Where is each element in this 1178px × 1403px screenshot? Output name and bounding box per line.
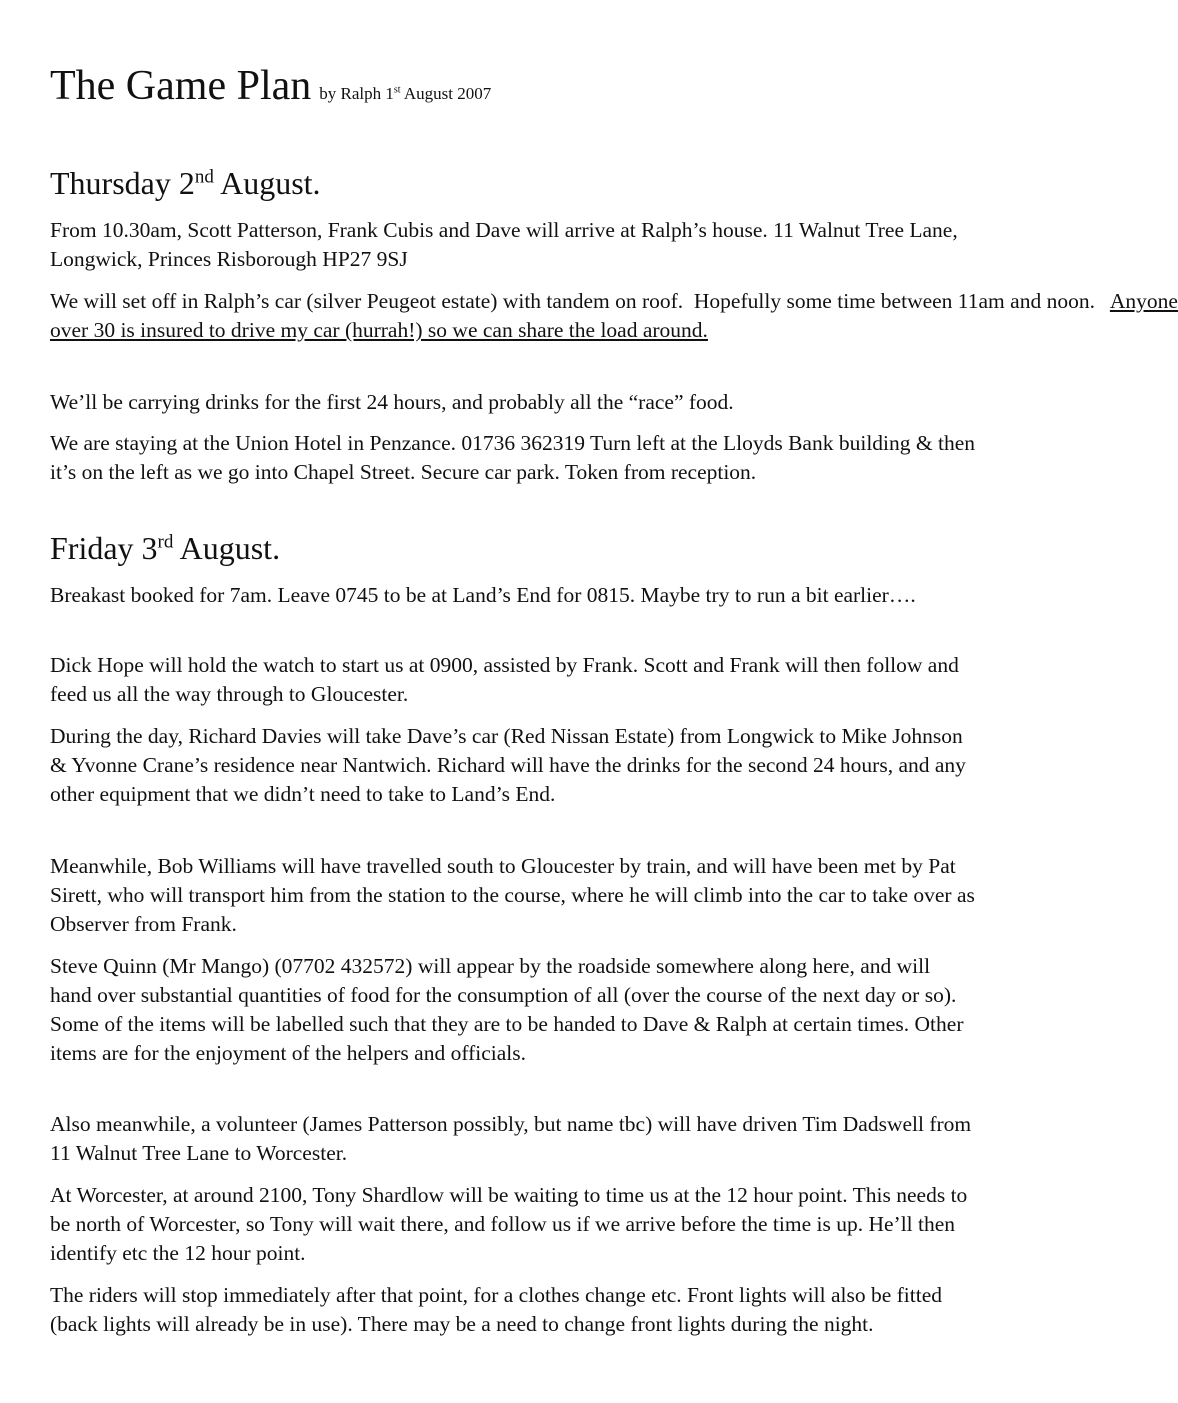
heading-ordinal: nd (194, 166, 214, 188)
paragraph-departure (50, 287, 1178, 345)
heading-suffix: August. (173, 530, 281, 566)
heading-prefix: Thursday 2 (50, 165, 195, 201)
departure-text: We will set off in Ralph’s car (silver Peugeot estate) with tandem on roof. Hopefully some time between 11am and noon. (50, 289, 1110, 313)
title-main: The Game Plan (50, 63, 312, 109)
paragraph-arrival: From 10.30am, Scott Patterson, Frank Cubis and Dave will arrive at Ralph’s house. 11 Walnut Tree Lane, Longwick, Princes Risborough HP27 9SJ (50, 218, 958, 271)
paragraph-start: Dick Hope will hold the watch to start us at 0900, assisted by Frank. Scott and Frank will then follow and feed us all the way through to Gloucester. (50, 653, 959, 706)
byline-suffix: August 2007 (400, 84, 492, 103)
section-heading-thursday (50, 165, 321, 202)
byline-prefix: by Ralph 1 (319, 84, 394, 103)
paragraph-volunteer: Also meanwhile, a volunteer (James Patterson possibly, but name tbc) will have driven Tim Dadswell from 11 Walnut Tree Lane to Worcester. (50, 1112, 972, 1165)
paragraph-richard: During the day, Richard Davies will take Dave’s car (Red Nissan Estate) from Longwick to Mike Johnson & Yvonne Crane’s residence near Nantwich. Richard will have the drinks for the second 24 hours, and any other equipment that we didn’t need to take to Land’s End. (50, 724, 966, 806)
paragraph-steve: Steve Quinn (Mr Mango) (07702 432572) will appear by the roadside somewhere along here, and will hand over substantial quantities of food for the consumption of all (over the course of the next day or so). Some of the items will be labelled such that they are to be handed to Dave & Ralph at certain times. Other items are for the enjoyment of the helpers and officials. (50, 954, 964, 1065)
paragraph-worcester: At Worcester, at around 2100, Tony Shardlow will be waiting to time us at the 12 hour point. This needs to be north of Worcester, so Tony will wait there, and follow us if we arrive before the time is up. He’ll then identify etc the 12 hour point. (50, 1183, 968, 1265)
heading-prefix: Friday 3 (50, 530, 158, 566)
heading-ordinal: rd (157, 531, 174, 553)
paragraph-breakfast: Breakast booked for 7am. Leave 0745 to be at Land’s End for 0815. Maybe try to run a bit earlier…. (50, 583, 916, 607)
section-heading-friday (50, 530, 280, 567)
document-title (50, 62, 491, 110)
paragraph-hotel: We are staying at the Union Hotel in Penzance. 01736 362319 Turn left at the Lloyds Bank building & then it’s on the left as we go into Chapel Street. Secure car park. Token from reception. (50, 431, 976, 484)
title-byline (319, 84, 491, 103)
paragraph-riders-stop: The riders will stop immediately after that point, for a clothes change etc. Front lights will also be fitted (back lights will already be in use). There may be a need to change front lights during the night. (50, 1283, 943, 1336)
paragraph-drinks: We’ll be carrying drinks for the first 24 hours, and probably all the “race” food. (50, 390, 734, 414)
insurance-note: Anyone over 30 is insured to drive my car (hurrah!) so we can share the load around. (50, 289, 1178, 342)
byline-ordinal: st (393, 84, 401, 96)
paragraph-bob: Meanwhile, Bob Williams will have travelled south to Gloucester by train, and will have been met by Pat Sirett, who will transport him from the station to the course, where he will climb into the car to take over as Observer from Frank. (50, 854, 975, 936)
heading-suffix: August. (213, 165, 321, 201)
